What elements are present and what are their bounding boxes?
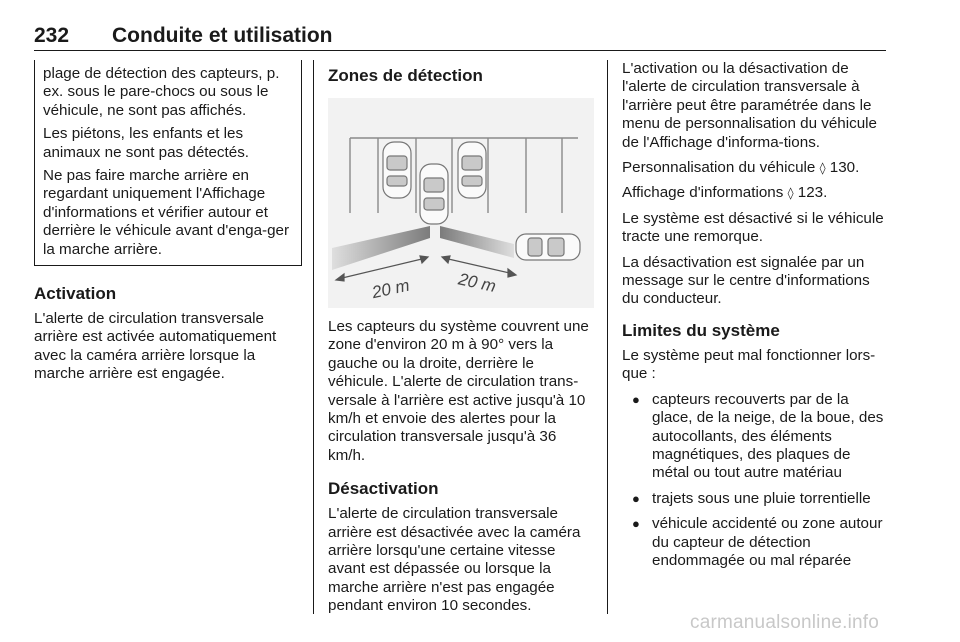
heading-deactivation: Désactivation bbox=[328, 479, 439, 499]
reversing-car-icon bbox=[420, 164, 448, 224]
detection-zones-diagram bbox=[328, 98, 594, 308]
approaching-car-icon bbox=[516, 234, 580, 260]
note-paragraph: Ne pas faire marche arrière en regardant uniquement l'Affichage d'informations et vérifier autour et derrière le véhicule avant d'enga-ger la marche arrière. bbox=[43, 167, 290, 258]
warning-note-box bbox=[34, 60, 302, 266]
right-distance-label: 20 m bbox=[456, 269, 498, 296]
note-paragraph: plage de détection des capteurs, p. ex. sous le pare-chocs ou sous le véhicule, ne sont pas affichés. bbox=[43, 65, 280, 119]
watermark: carmanualsonline.info bbox=[690, 612, 880, 633]
list-item: ● véhicule accidenté ou zone autour du capteur de détection endommagée ou mal réparée bbox=[632, 515, 883, 569]
bullet-icon: ● bbox=[632, 490, 640, 506]
settings-text: L'activation ou la désactivation de l'alerte de circulation transversale à l'arrière peut être paramétrée dans le menu de personnalisation du véhicule de l'Affichage d'informa-tions. bbox=[622, 60, 877, 151]
bullet-icon: ● bbox=[632, 516, 640, 532]
list-item: ● capteurs recouverts par de la glace, de la neige, de la boue, des autocollants, des éléments magnétiques, des plaques de métal ou tout autre matériau bbox=[632, 390, 884, 482]
xref-icon: ◊ bbox=[819, 161, 826, 176]
xref-icon: ◊ bbox=[787, 186, 794, 201]
column-right bbox=[622, 60, 888, 577]
xref-info-display[interactable]: Affichage d'informations ◊ 123. bbox=[622, 184, 828, 202]
page-number: 232 bbox=[34, 24, 70, 47]
column-divider bbox=[607, 60, 608, 614]
page-title: Conduite et utilisation bbox=[112, 24, 333, 47]
column-middle bbox=[328, 60, 594, 623]
heading-activation: Activation bbox=[34, 284, 117, 304]
note-paragraph: Les piétons, les enfants et les animaux ne sont pas détectés. bbox=[43, 125, 250, 161]
right-detection-beam bbox=[440, 226, 514, 258]
column-divider bbox=[313, 60, 314, 614]
activation-text: L'alerte de circulation transversale arrière est activée automatiquement avec la caméra arrière lorsque la marche arrière est engagée. bbox=[34, 310, 277, 383]
zones-text: Les capteurs du système couvrent une zone d'environ 20 m à 90° vers la gauche ou la droite, derrière le véhicule. L'alerte de circulation trans-versale à l'arrière est active jusqu'à 10 km/h et envoie des alertes pour la circulation transversale jusqu'à 36 km/h. bbox=[328, 318, 589, 464]
left-distance-label: 20 m bbox=[370, 275, 412, 303]
heading-detection-zones: Zones de détection bbox=[328, 66, 483, 85]
list-item: ● trajets sous une pluie torrentielle bbox=[632, 489, 871, 507]
heading-system-limits: Limites du système bbox=[622, 320, 780, 340]
column-left bbox=[34, 60, 302, 391]
car-icon bbox=[383, 142, 411, 198]
trailer-text: Le système est désactivé si le véhicule tracte une remorque. bbox=[622, 209, 884, 246]
limits-list bbox=[622, 391, 888, 571]
deactivation-message-text: La désactivation est signalée par un message sur le centre d'informations du conducteur. bbox=[622, 253, 870, 308]
bullet-icon: ● bbox=[632, 391, 640, 407]
left-detection-beam bbox=[332, 226, 430, 270]
parking-illustration bbox=[328, 98, 594, 308]
deactivation-text: L'alerte de circulation transversale arrière est désactivée avec la caméra arrière lorsqu'une certaine vitesse avant est dépassée ou lorsque la marche arrière n'est pas engagée pendant environ 10 secondes. bbox=[328, 505, 581, 615]
xref-vehicle-personalisation[interactable]: Personnalisation du véhicule ◊ 130. bbox=[622, 159, 860, 177]
page-header bbox=[34, 24, 886, 51]
limits-intro: Le système peut mal fonctionner lors-que : bbox=[622, 346, 876, 383]
car-icon bbox=[458, 142, 486, 198]
